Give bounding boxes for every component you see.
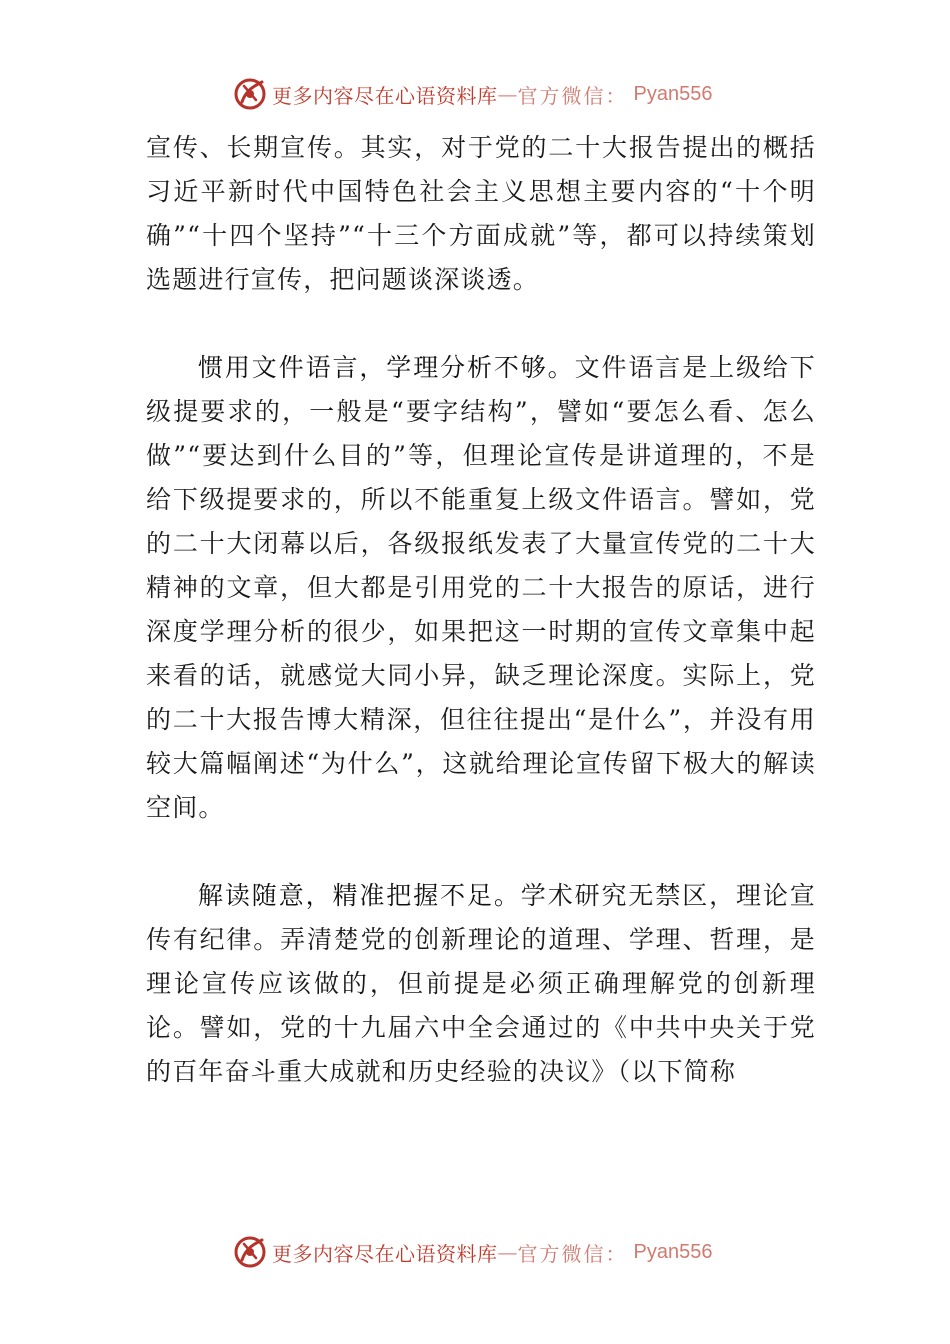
paragraph-lead: 解读随意，精准把握不足。 bbox=[198, 881, 521, 910]
footer-title: 更多内容尽在心语资料库 bbox=[272, 1241, 498, 1266]
paragraph-text: 宣传、长期宣传。其实，对于党的二十大报告提出的概括习近平新时代中国特色社会主义思想主要内容的“十个明确”“十四个坚持”“十三个方面成就”等，都可以持续策划选题进行宣传，把问题谈深谈透。 bbox=[146, 133, 816, 294]
paragraph-text: 文件语言是上级给下级提要求的，一般是“要字结构”，譬如“要怎么看、怎么做”“要达到什么目的”等，但理论宣传是讲道理的，不是给下级提要求的，所以不能重复上级文件语言。譬如，党的二十大闭幕以后，各级报纸发表了大量宣传党的二十大精神的文章，但大都是引用党的二十大报告的原话，进行深度学理分析的很少，如果把这一时期的宣传文章集中起来看的话，就感觉大同小异，缺乏理论深度。实际上，党的二十大报告博大精深，但往往提出“是什么”，并没有用较大篇幅阐述“为什么”，这就给理论宣传留下极大的解读空间。 bbox=[146, 353, 816, 822]
header-title: 更多内容尽在心语资料库 bbox=[272, 83, 498, 108]
header-separator: — bbox=[497, 82, 518, 106]
header-wechat-id: Pyan556 bbox=[633, 82, 713, 105]
paragraph-continuation bbox=[146, 126, 816, 302]
header-banner bbox=[232, 76, 712, 112]
paragraph-interpretation bbox=[146, 874, 816, 1094]
paragraph-lead: 惯用文件语言，学理分析不够。 bbox=[198, 353, 575, 382]
library-logo-icon bbox=[232, 76, 268, 112]
document-body bbox=[146, 126, 816, 1138]
footer-wechat-label: 官方微信： bbox=[517, 1241, 628, 1266]
footer-separator: — bbox=[497, 1240, 518, 1264]
paragraph-text: 学术研究无禁区，理论宣传有纪律。弄清楚党的创新理论的道理、学理、哲理，是理论宣传应该做的，但前提是必须正确理解党的创新理论。譬如，党的十九届六中全会通过的《中共中央关于党的百年奋斗重大成就和历史经验的决议》（以下简称 bbox=[146, 881, 816, 1086]
header-wechat-label: 官方微信： bbox=[517, 83, 628, 108]
library-logo-icon bbox=[232, 1234, 268, 1270]
footer-banner bbox=[232, 1234, 712, 1270]
paragraph-document-language bbox=[146, 346, 816, 830]
footer-wechat-id: Pyan556 bbox=[633, 1240, 713, 1263]
